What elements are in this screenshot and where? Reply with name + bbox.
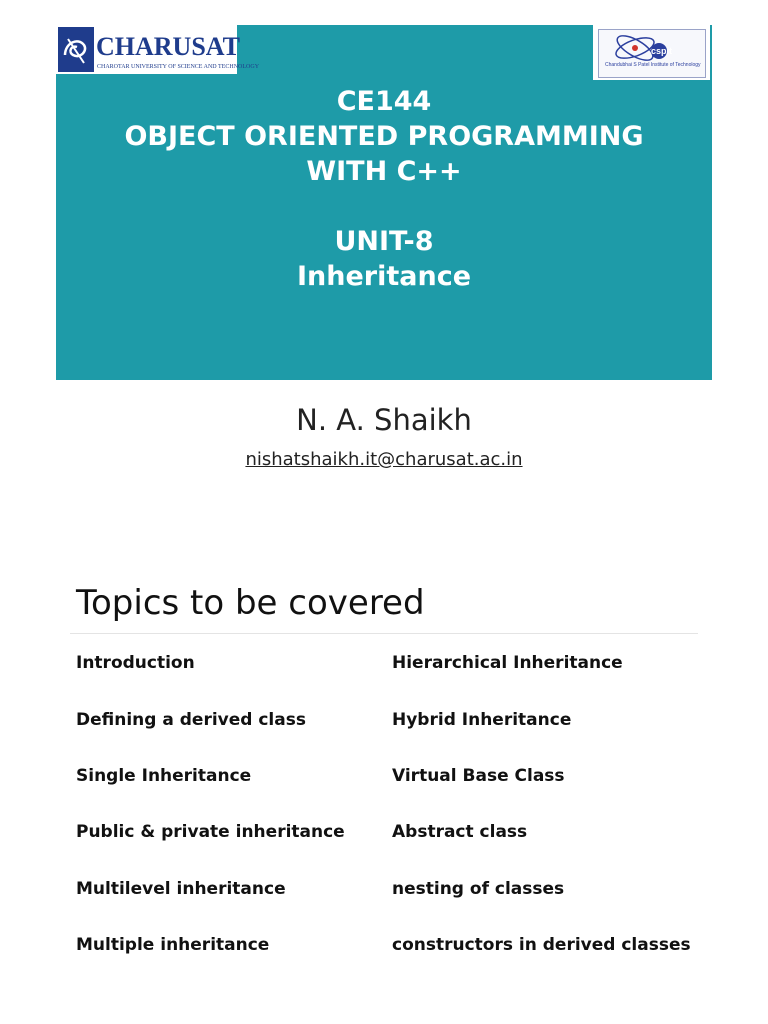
topic-item: Single Inheritance	[76, 766, 252, 786]
author-email-row	[0, 447, 768, 473]
topic-item: Multiple inheritance	[76, 935, 270, 955]
topic-item: nesting of classes	[392, 879, 565, 899]
logo-wordmark: CHARUSAT	[96, 32, 240, 61]
unit-topic: Inheritance	[296, 261, 472, 292]
title-block	[56, 84, 712, 294]
topic-item: Abstract class	[392, 822, 528, 842]
cspit-subtext: Chandubhai S Patel Institute of Technology	[605, 62, 701, 68]
topic-item: constructors in derived classes	[392, 935, 691, 955]
topic-item: Hybrid Inheritance	[392, 710, 572, 730]
cspit-wordmark: cspit	[651, 46, 673, 56]
cspit-logo	[593, 25, 710, 80]
topic-item: Public & private inheritance	[76, 822, 345, 842]
logo-subtext: CHAROTAR UNIVERSITY OF SCIENCE AND TECHNOLOGY	[97, 64, 260, 70]
topic-item: Multilevel inheritance	[76, 879, 286, 899]
topic-item: Defining a derived class	[76, 710, 306, 730]
topics-heading: Topics to be covered	[76, 583, 425, 623]
topic-item: Hierarchical Inheritance	[392, 653, 623, 673]
unit-number: UNIT-8	[334, 226, 434, 257]
topic-item: Introduction	[76, 653, 195, 673]
author-email-link[interactable]: nishatshaikh.it@charusat.ac.in	[245, 449, 523, 470]
charusat-logo	[56, 25, 260, 74]
course-name-line2: WITH C++	[306, 156, 462, 187]
course-name-line1: OBJECT ORIENTED PROGRAMMING	[124, 121, 644, 152]
course-code: CE144	[336, 86, 432, 117]
topic-item: Virtual Base Class	[392, 766, 565, 786]
author-name: N. A. Shaikh	[296, 403, 472, 437]
divider	[70, 633, 698, 634]
